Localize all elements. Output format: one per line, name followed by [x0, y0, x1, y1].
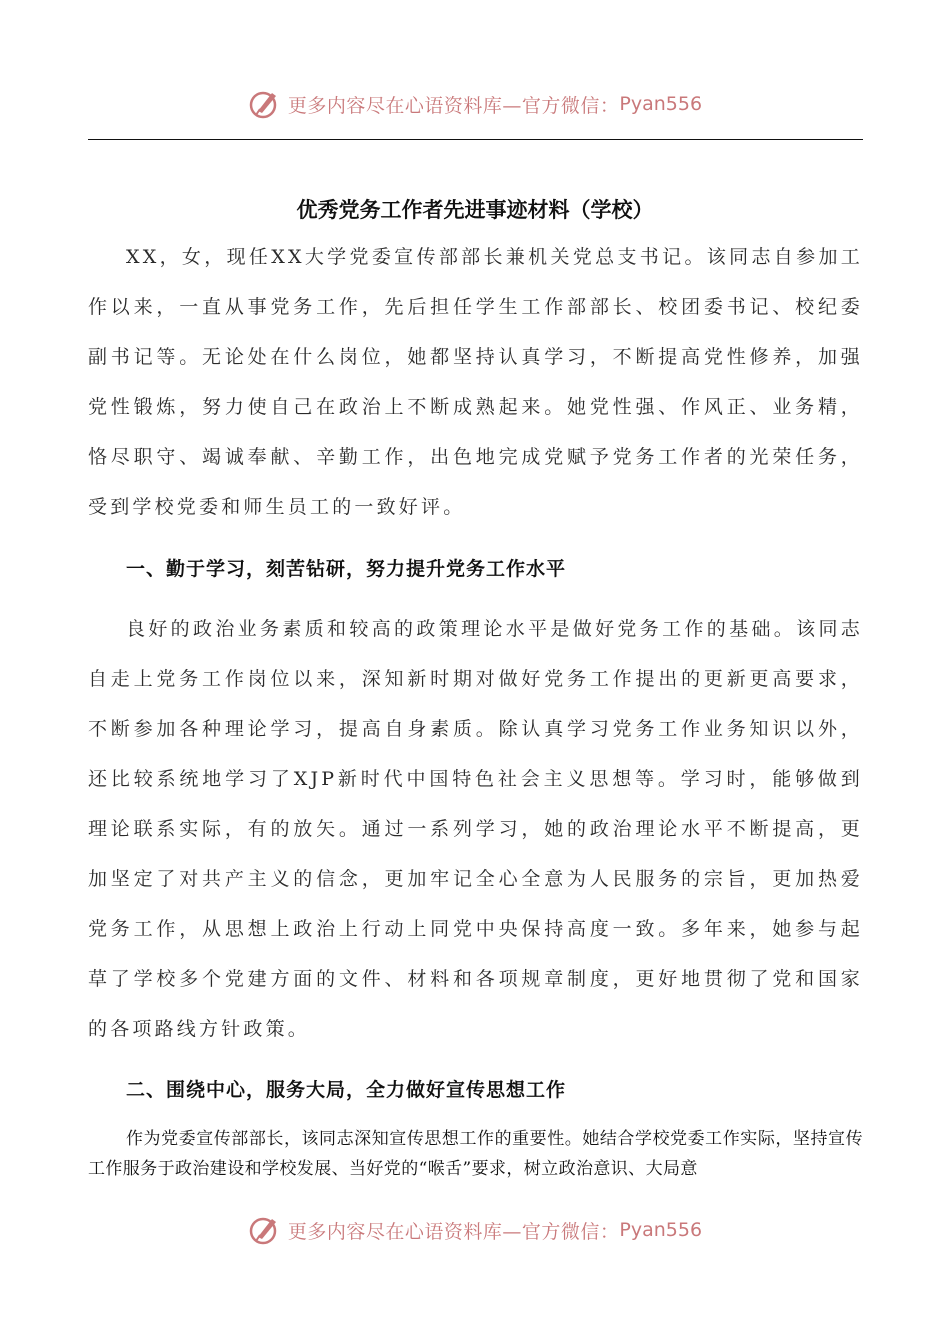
document-title: 优秀党务工作者先进事迹材料（学校）	[296, 198, 654, 223]
watermark-text: 更多内容尽在心语资料库—官方微信：	[287, 1220, 620, 1243]
watermark-wechat-id: Pyan556	[619, 1219, 703, 1241]
watermark-wechat-id: Pyan556	[619, 93, 703, 115]
quill-logo-icon	[248, 1213, 282, 1247]
quill-logo-icon	[248, 87, 282, 121]
section-2-heading: 二、围绕中心，服务大局，全力做好宣传思想工作	[126, 1079, 567, 1101]
intro-paragraph: XX，女，现任XX大学党委宣传部部长兼机关党总支书记。该同志自参加工作以来，一直从事党务工作，先后担任学生工作部部长、校团委书记、校纪委副书记等。无论处在什么岗位，她都坚持认真学习，不断提高党性修养，加强党性锻炼，努力使自己在政治上不断成熟起来。她党性强、作风正、业务精，恪尽职守、竭诚奉献、辛勤工作，出色地完成党赋予党务工作者的光荣任务，受到学校党委和师生员工的一致好评。	[88, 246, 863, 518]
header-rule	[88, 139, 863, 140]
watermark-text: 更多内容尽在心语资料库—官方微信：	[287, 94, 620, 117]
section-1-heading: 一、勤于学习，刻苦钻研，努力提升党务工作水平	[126, 558, 567, 580]
section-1-paragraph: 良好的政治业务素质和较高的政策理论水平是做好党务工作的基础。该同志自走上党务工作岗位以来，深知新时期对做好党务工作提出的更新更高要求，不断参加各种理论学习，提高自身素质。除认真学习党务工作业务知识以外，还比较系统地学习了XJP新时代中国特色社会主义思想等。学习时，能够做到理论联系实际，有的放矢。通过一系列学习，她的政治理论水平不断提高，更加坚定了对共产主义的信念，更加牢记全心全意为人民服务的宗旨，更加热爱党务工作，从思想上政治上行动上同党中央保持高度一致。多年来，她参与起草了学校多个党建方面的文件、材料和各项规章制度，更好地贯彻了党和国家的各项路线方针政策。	[88, 618, 863, 1040]
section-2-paragraph: 作为党委宣传部部长，该同志深知宣传思想工作的重要性。她结合学校党委工作实际，坚持宣传工作服务于政治建设和学校发展、当好党的“喉舌”要求，树立政治意识、大局意	[88, 1129, 863, 1179]
watermark-banner-bottom	[0, 1210, 950, 1250]
watermark-banner-top	[0, 84, 950, 124]
